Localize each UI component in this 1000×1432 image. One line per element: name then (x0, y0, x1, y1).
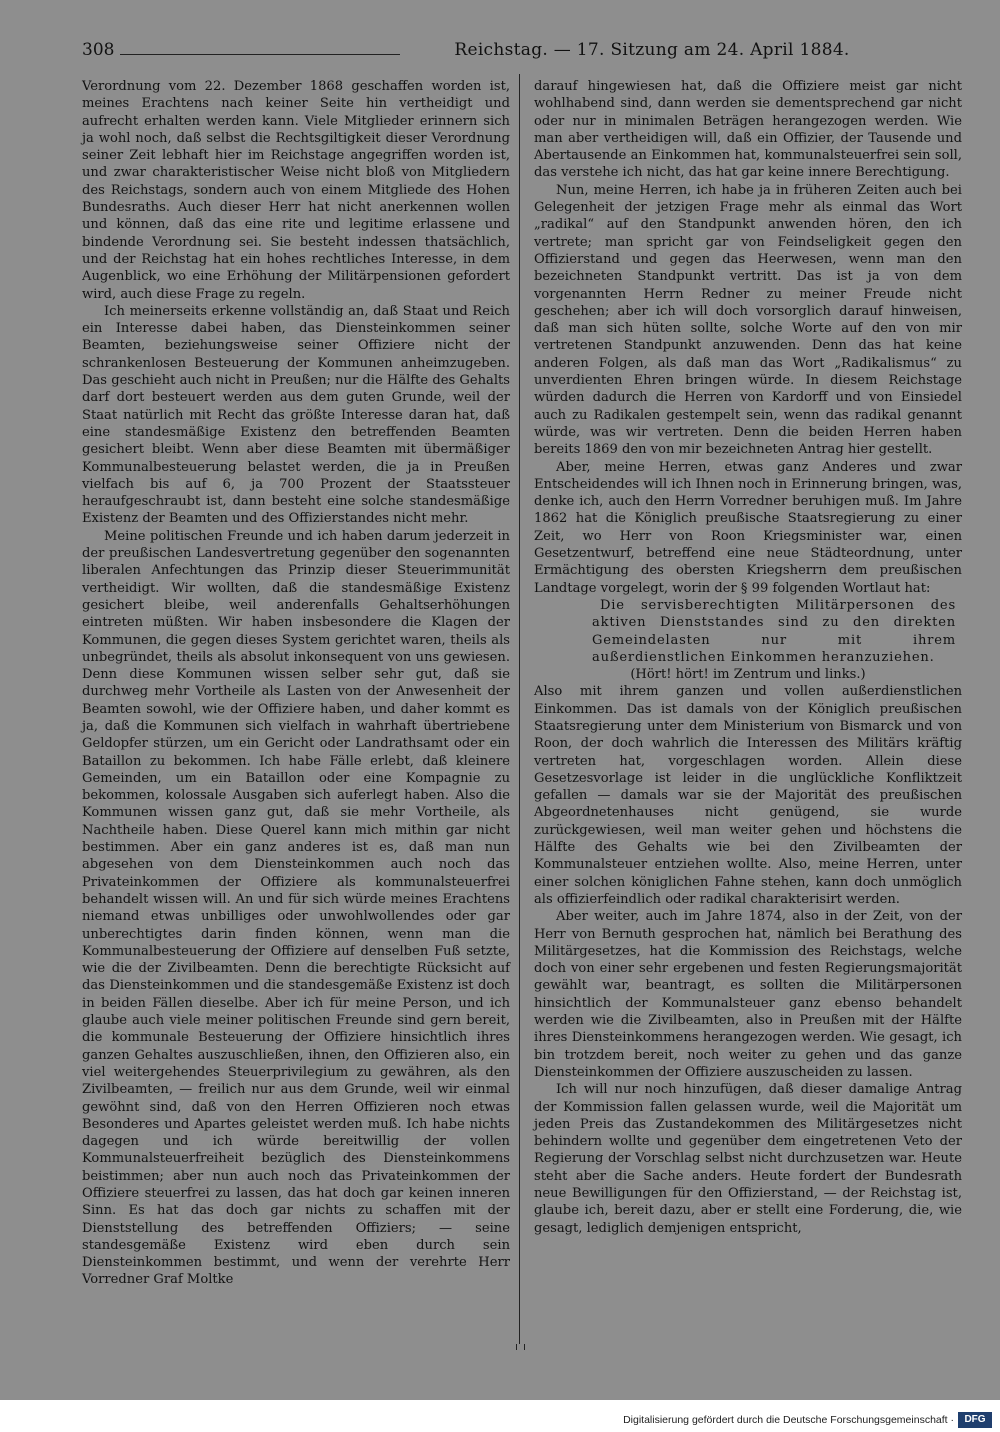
column-divider-end (516, 1344, 525, 1350)
paragraph: Also mit ihrem ganzen und vollen außerdienstlichen Einkommen. Das ist damals von der Königlich preußischen Staatsregierung unter dem Ministerium von Bismarck und von Roon, der doch wahrlich die Interessen des Militärs kräftig vertreten hat, vorgeschlagen worden. Allein diese Gesetzesvorlage ist leider in die unglückliche Konfliktzeit gefallen — damals war sie der Majorität des preußischen Abgeordnetenhauses nicht genügend, sie wurde zurückgewiesen, weil man weiter gehen und höchstens die Hälfte des Gehalts wie bei den Zivilbeamten der Kommunalsteuer entziehen wollte. Also, meine Herren, unter einer solchen königlichen Fahne stehen, kann doch unmöglich als offizierfeindlich oder radikal charakterisirt werden. (534, 684, 962, 907)
paragraph: Meine politischen Freunde und ich haben darum jederzeit in der preußischen Landesvertretung gegenüber den sogenannten liberalen Anfechtungen das Prinzip dieser Steuerimmunität vertheidigt. Wir wollten, daß die standesmäßige Existenz gesichert bleibe, weil anderenfalls Gehaltserhöhungen eintreten müßten. Wir haben insbesondere die Klagen der Kommunen, die gegen dieses System gerichtet waren, theils als unbegründet, theils als absolut inkonsequent von uns gewiesen. Denn diese Kommunen wissen selber sehr gut, daß sie durchweg mehr Vortheile als Lasten von der Anwesenheit der Beamten sowohl, wie der Offiziere haben, und daher kommt es ja, daß die Kommunen sich vielfach in wahrhaft übertriebene Geldopfer stürzen, um ein Gericht oder Landrathsamt oder ein Bataillon zu bekommen. Ich habe Fälle erlebt, daß kleinere Gemeinden, um ein Bataillon oder eine Kompagnie zu bekommen, kolossale Ausgaben sich auferlegt haben. Also die Kommunen wissen ganz gut, daß sie mehr Vortheile, als Nachtheile haben. Diese Querel kann mich mithin gar nicht bestimmen. Aber ein ganz anderes ist es, daß man nun abgesehen von dem Diensteinkommen auch noch das Privateinkommen der Offiziere als kommunalsteuerfrei behandelt wissen will. An und für sich würde meines Erachtens niemand etwas unbilliges oder unwohlwollendes oder gar unberechtigtes darin finden können, wenn man die Kommunalbesteuerung der Offiziere auf denselben Fuß setzte, wie die der Zivilbeamten. Denn die berechtigte Rücksicht auf das Diensteinkommen und die standesgemäße Existenz ist doch in beiden Fällen dieselbe. Aber ich für meine Person, und ich glaube auch viele meiner politischen Freunde sind gern bereit, die kommunale Besteuerung der Offiziere hinsichtlich ihres ganzen Gehaltes auszuschließen, ihnen, den Offizieren also, ein viel weitergehendes Steuerprivilegium zu gewähren, als den Zivilbeamten, — freilich nur aus dem Grunde, weil wir einmal gewöhnt sind, daß von den Herren Offizieren noch etwas Besonderes und Apartes geleistet werden muß. Ich habe nichts dagegen und ich würde bereitwillig der vollen Kommunalsteuerfreiheit bezüglich des Diensteinkommens beistimmen; aber nun auch noch das Privateinkommen der Offiziere steuerfrei zu lassen, das hat doch gar keinen inneren Sinn. Es hat das doch gar nichts zu schaffen mit der Dienststellung des betreffenden Offiziers; — seine standesgemäße Existenz wird eben durch sein Diensteinkommen bestimmt, und wenn der verehrte Herr Vorredner Graf Moltke (82, 528, 510, 1288)
quoted-law-text: Die servisberechtigten Militärpersonen des aktiven Dienststandes sind zu den direkten Gemeindelasten nur mit ihrem außerdienstlichen Einkommen heranzuziehen. (592, 597, 956, 665)
paragraph: Ich will nur noch hinzufügen, daß dieser damalige Antrag der Kommission fallen gelassen wurde, weil die Majorität um jeden Preis das Zustandekommen des Militärgesetzes nicht behindern wollte und gegenüber dem eingetretenen Veto der Regierung der Vorschlag selbst nicht durchzusetzen war. Heute steht aber die Sache anders. Heute fordert der Bundesrath neue Bewilligungen für den Offizierstand, — der Reichstag ist, glaube ich, bereit dazu, aber er stellt eine Forderung, die, wie gesagt, lediglich demjenigen entspricht, (534, 1082, 962, 1236)
left-column (82, 78, 510, 1289)
paragraph: darauf hingewiesen hat, daß die Offiziere meist gar nicht wohlhabend sind, dann werden sie dementsprechend gar nicht oder nur in minimalen Beträgen herangezogen werden. Wie man aber vertheidigen will, daß ein Offizier, der Tausende und Abertausende an Einkommen hat, kommunalsteuerfrei sein soll, das verstehe ich nicht, das hat gar keine innere Berechtigung. (534, 79, 962, 181)
paragraph: Aber, meine Herren, etwas ganz Anderes und zwar Entscheidendes will ich Ihnen noch in Erinnerung bringen, was, denke ich, auch den Herrn Vorredner beruhigen muß. Im Jahre 1862 hat die Königlich preußische Staatsregierung zu einer Zeit, wo Herr von Roon Kriegsminister war, einen Gesetzentwurf, betreffend eine neue Städteordnung, unter Ermächtigung des obersten Kriegsherrn dem preußischen Landtage vorgelegt, worin der § 99 folgenden Wortlaut hat: (534, 459, 962, 596)
footer-bar (0, 1400, 1000, 1432)
dfg-logo: DFG (958, 1412, 992, 1428)
paragraph: Verordnung vom 22. Dezember 1868 geschaffen worden ist, meines Erachtens nach keiner Seite hin vertheidigt und aufrecht erhalten werden kann. Viele Mitglieder erinnern sich ja wohl noch, daß selbst die Rechtsgiltigkeit dieser Verordnung seiner Zeit lebhaft hier im Reichstage angegriffen worden ist, und zwar charakteristischer Weise nicht bloß von Mitgliedern des Reichstags, sondern auch von einem Mitgliede des Hohen Bundesraths. Auch dieser Herr hat nicht anerkennen wollen und können, daß das eine rite und legitime erlassene und bindende Verordnung sei. Sie besteht indessen thatsächlich, und der Reichstag hat ein hohes rechtliches Interesse, in dem Augenblick, wo eine Erhöhung der Militärpensionen gefordert wird, auch diese Frage zu regeln. (82, 79, 510, 302)
page-header (82, 38, 960, 64)
column-divider (519, 74, 520, 1344)
right-column (534, 78, 962, 1237)
paragraph: Aber weiter, auch im Jahre 1874, also in der Zeit, von der Herr von Bernuth gesprochen hat, nämlich bei Berathung des Militärgesetzes, hat die Kommission des Reichstags, welche doch von einer sehr ergebenen und festen Regierungsmajorität gewählt war, beantragt, es sollten die Militärpersonen hinsichtlich der Kommunalsteuer ganz ebenso behandelt werden wie die Zivilbeamten, also in Preußen mit der Hälfte ihres Diensteinkommens herangezogen werden. Wie gesagt, ich bin trotzdem bereit, noch weiter zu gehen und das ganze Diensteinkommen der Offiziere auszuscheiden zu lassen. (534, 909, 962, 1080)
page-number: 308 (82, 40, 115, 60)
funding-credit: Digitalisierung gefördert durch die Deutsche Forschungsgemeinschaft · (623, 1414, 954, 1426)
paragraph: Nun, meine Herren, ich habe ja in früheren Zeiten auch bei Gelegenheit der jetzigen Frage mehr als einmal das Wort „radikal“ auf den Standpunkt anwenden hören, den ich vertrete; man spricht gar von Feindseligkeit gegen den Offizierstand und gegen das Heerwesen, wenn man den bezeichneten Standpunkt vertritt. Das ist ja von dem vorgenannten Herrn Redner zu meiner Freude nicht geschehen; aber ich will doch vorsorglich darauf hinweisen, daß man sich hüten sollte, solche Worte auf den von mir vertretenen Standpunkt anzuwenden. Denn das hat keine anderen Folgen, als daß man das Wort „Radikalismus“ zu unverdienten Ehren bringen würde. In diesem Reichstage würden dadurch die Herren von Kardorff und von Einsiedel auch zu Radikalen gestempelt sein, wenn das radikal genannt würde, was wir vertreten. Denn die beiden Herren haben bereits 1869 den von mir bezeichneten Antrag hier gestellt. (534, 182, 962, 458)
interjection: (Hört! hört! im Zentrum und links.) (630, 667, 866, 683)
paragraph: Ich meinerseits erkenne vollständig an, daß Staat und Reich ein Interesse dabei haben, das Diensteinkommen seiner Beamten, beziehungsweise seiner Offiziere nicht der schrankenlosen Besteuerung der Kommunen anheimzugeben. Das geschieht auch nicht in Preußen; nur die Hälfte des Gehalts darf dort besteuert werden aus dem guten Grunde, weil der Staat natürlich mit Recht das größte Interesse daran hat, daß eine standesmäßige Existenz den betreffenden Beamten gesichert bleibt. Wenn aber diese Beamten mit übermäßiger Kommunalbesteuerung belastet werden, die ja in Preußen vielfach bis auf 6, ja 700 Prozent der Staatssteuer heraufgeschraubt ist, dann besteht eine solche standesmäßige Existenz der Beamten und des Offizierstandes nicht mehr. (82, 303, 510, 527)
running-title: Reichstag. — 17. Sitzung am 24. April 1884. (454, 40, 850, 60)
